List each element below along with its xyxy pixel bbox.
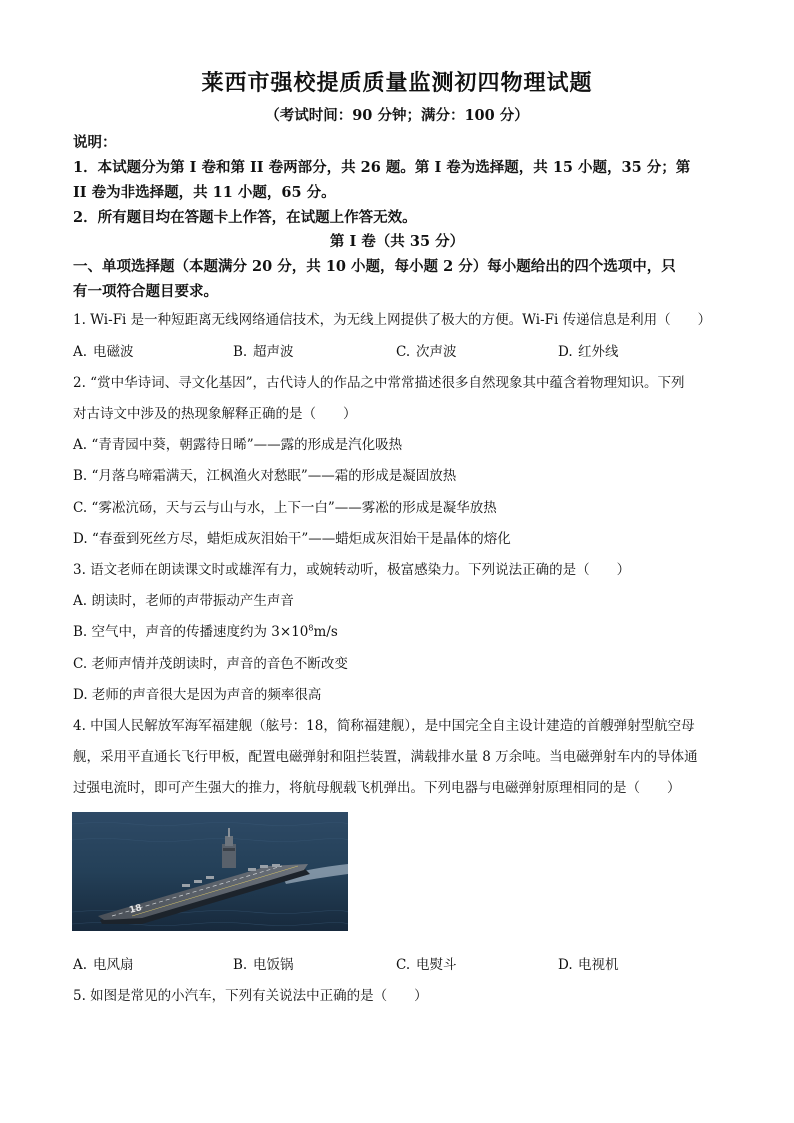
question-1-option-b <box>233 340 294 360</box>
question-2-option-b: B. “月落乌啼霜满天，江枫渔火对愁眠”——霜的形成是凝固放热 <box>73 468 457 484</box>
question-4-option-d <box>558 953 619 973</box>
option-text: 电熨斗 <box>416 957 457 973</box>
instruction-2: 2．所有题目均在答题卡上作答，在试题上作答无效。 <box>73 209 417 226</box>
instruction-1-line-a: 1．本试题分为第 I 卷和第 II 卷两部分，共 26 题。第 I 卷为选择题，共 15 小题，35 分；第 <box>73 159 691 176</box>
question-4-stem-line-b: 舰，采用平直通长飞行甲板，配置电磁弹射和阻拦装置，满载排水量 8 万余吨。当电磁弹射车内的导体通 <box>73 749 698 765</box>
option-key: D. <box>558 957 573 973</box>
page-title: 莱西市强校提质质量监测初四物理试题 <box>201 71 593 96</box>
question-3-option-b <box>73 620 338 640</box>
question-2-option-d: D. “春蚕到死丝方尽，蜡炬成灰泪始干”——蜡炬成灰泪始干是晶体的熔化 <box>73 531 511 547</box>
question-3-option-d: D. 老师的声音很大是因为声音的频率很高 <box>73 687 322 703</box>
instruction-1-line-b: II 卷为非选择题，共 11 小题，65 分。 <box>73 184 336 201</box>
option-key: D. <box>558 344 573 360</box>
aircraft-carrier-image <box>72 812 348 931</box>
section-heading-line-a: 一、单项选择题（本题满分 20 分，共 10 小题，每小题 2 分）每小题给出的四个选项中，只 <box>73 258 676 275</box>
question-3-stem: 3. 语文老师在朗读课文时或雄浑有力，或婉转动听，极富感染力。下列说法正确的是（ ） <box>73 562 631 578</box>
question-1-stem: 1. Wi-Fi 是一种短距离无线网络通信技术，为无线上网提供了极大的方便。Wi-Fi 传递信息是利用（ ） <box>73 312 712 328</box>
option-key: C. <box>396 344 411 360</box>
question-3-option-c: C. 老师声情并茂朗读时，声音的音色不断改变 <box>73 656 348 672</box>
question-1-option-c <box>396 340 457 360</box>
question-4-option-b <box>233 953 294 973</box>
question-2-option-c: C. “雾凇沆砀，天与云与山与水，上下一白”——雾凇的形成是凝华放热 <box>73 500 497 516</box>
section-title: 第 I 卷（共 35 分） <box>329 233 465 250</box>
question-2-stem-line-a: 2. “赏中华诗词、寻文化基因”，古代诗人的作品之中常常描述很多自然现象其中蕴含着物理知识。下列 <box>73 375 685 391</box>
question-4-option-c <box>396 953 457 973</box>
section-heading-line-b: 有一项符合题目要求。 <box>73 283 218 300</box>
option-key: B. <box>233 957 248 973</box>
question-2-stem-line-b: 对古诗文中涉及的热现象解释正确的是（ ） <box>73 406 357 422</box>
hull-number: 18 <box>128 903 143 916</box>
option-text: 红外线 <box>578 344 619 360</box>
question-2-option-a: A. “青青园中葵，朝露待日晞”——露的形成是汽化吸热 <box>73 437 403 453</box>
question-5-stem: 5. 如图是常见的小汽车，下列有关说法中正确的是（ ） <box>73 988 428 1004</box>
option-key: A. <box>73 957 88 973</box>
option-key: B. <box>233 344 248 360</box>
instructions-label: 说明： <box>73 134 117 151</box>
unit: m/s <box>313 624 338 640</box>
option-key: A. <box>73 344 88 360</box>
option-text: 电风扇 <box>93 957 134 973</box>
option-b-text: B. 空气中，声音的传播速度约为 3×10 <box>73 624 309 640</box>
question-4-stem-line-a: 4. 中国人民解放军海军福建舰（舷号：18，简称福建舰），是中国完全自主设计建造的首艘弹射型航空母 <box>73 718 695 734</box>
option-text: 电视机 <box>578 957 619 973</box>
question-1-option-a <box>73 340 134 360</box>
question-3-option-a: A. 朗读时，老师的声带振动产生声音 <box>73 593 294 609</box>
exam-info: （考试时间：90 分钟；满分：100 分） <box>265 107 529 124</box>
option-text: 电磁波 <box>93 344 134 360</box>
question-1-option-d <box>558 340 619 360</box>
option-text: 电饭锅 <box>253 957 294 973</box>
option-key: C. <box>396 957 411 973</box>
question-4-stem-line-c: 过强电流时，即可产生强大的推力，将航母舰载飞机弹出。下列电器与电磁弹射原理相同的是（ ） <box>73 780 681 796</box>
option-text: 次声波 <box>416 344 457 360</box>
option-text: 超声波 <box>253 344 294 360</box>
exponent: 8 <box>308 623 314 633</box>
question-4-option-a <box>73 953 134 973</box>
